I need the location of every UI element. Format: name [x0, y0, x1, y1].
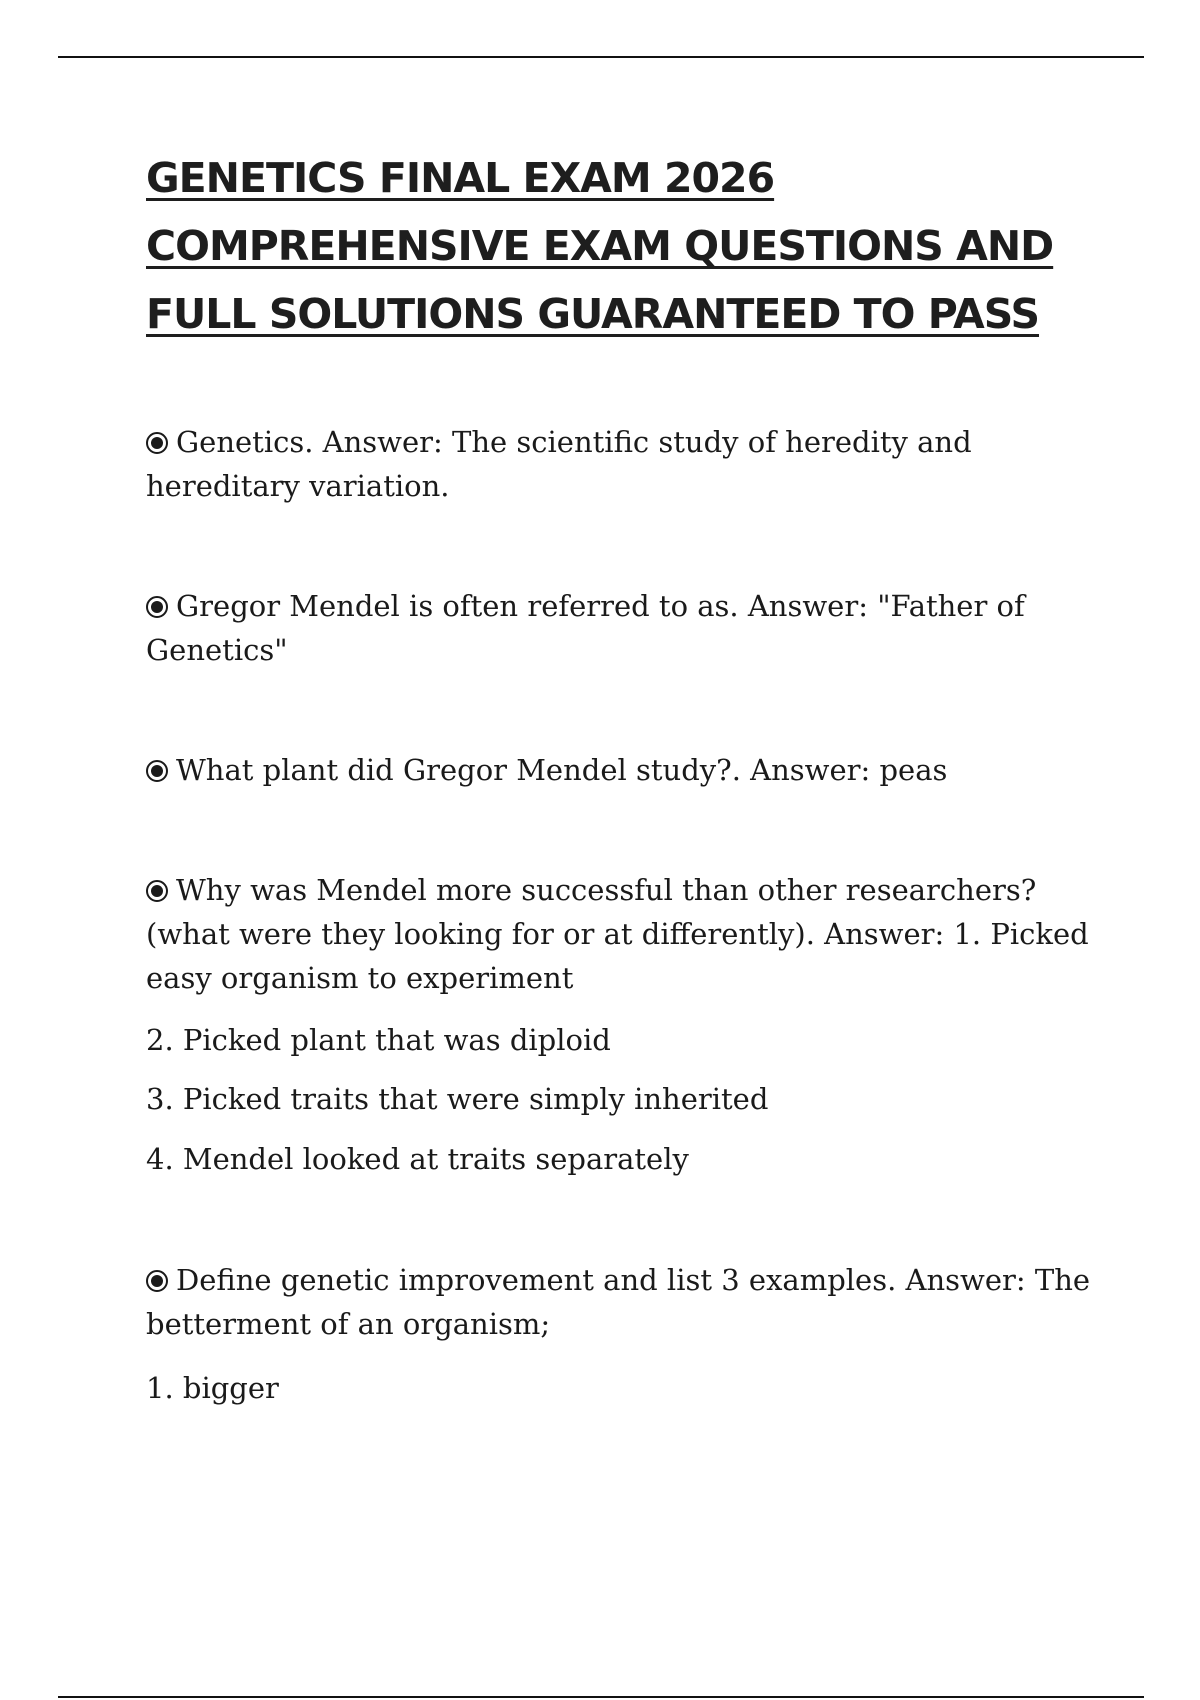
qa-item-genetics — [146, 420, 1096, 508]
bullet-icon — [146, 760, 168, 782]
bottom-rule — [58, 1696, 1144, 1698]
qa-sub-line: 3. Picked traits that were simply inherited — [146, 1082, 769, 1116]
bullet-icon — [146, 1270, 168, 1292]
qa-item-mendel-success — [146, 868, 1096, 1000]
qa-text: What plant did Gregor Mendel study?. Answer: peas — [176, 753, 948, 787]
bullet-icon — [146, 596, 168, 618]
qa-item-genetic-improvement — [146, 1258, 1096, 1346]
qa-sub-line: 4. Mendel looked at traits separately — [146, 1142, 689, 1176]
qa-text: Genetics. Answer: The scientific study of heredity and hereditary variation. — [146, 425, 972, 503]
qa-sub-line: 2. Picked plant that was diploid — [146, 1023, 611, 1057]
title-line-3: FULL SOLUTIONS GUARANTEED TO PASS — [146, 290, 1040, 338]
top-rule — [58, 56, 1144, 58]
title-line-1: GENETICS FINAL EXAM 2026 — [146, 154, 775, 202]
qa-item-mendel-plant — [146, 748, 1096, 792]
qa-text: Gregor Mendel is often referred to as. Answer: "Father of Genetics" — [146, 589, 1025, 667]
qa-sub-line: 1. bigger — [146, 1371, 279, 1405]
qa-text: Define genetic improvement and list 3 examples. Answer: The betterment of an organism; — [146, 1263, 1091, 1341]
qa-text: Why was Mendel more successful than other researchers? (what were they looking for or at differently). Answer: 1. Picked easy organism to experiment — [146, 873, 1089, 995]
document-title — [146, 144, 1106, 348]
qa-item-mendel-title — [146, 584, 1096, 672]
bullet-icon — [146, 432, 168, 454]
title-line-2: COMPREHENSIVE EXAM QUESTIONS AND — [146, 222, 1054, 270]
bullet-icon — [146, 880, 168, 902]
